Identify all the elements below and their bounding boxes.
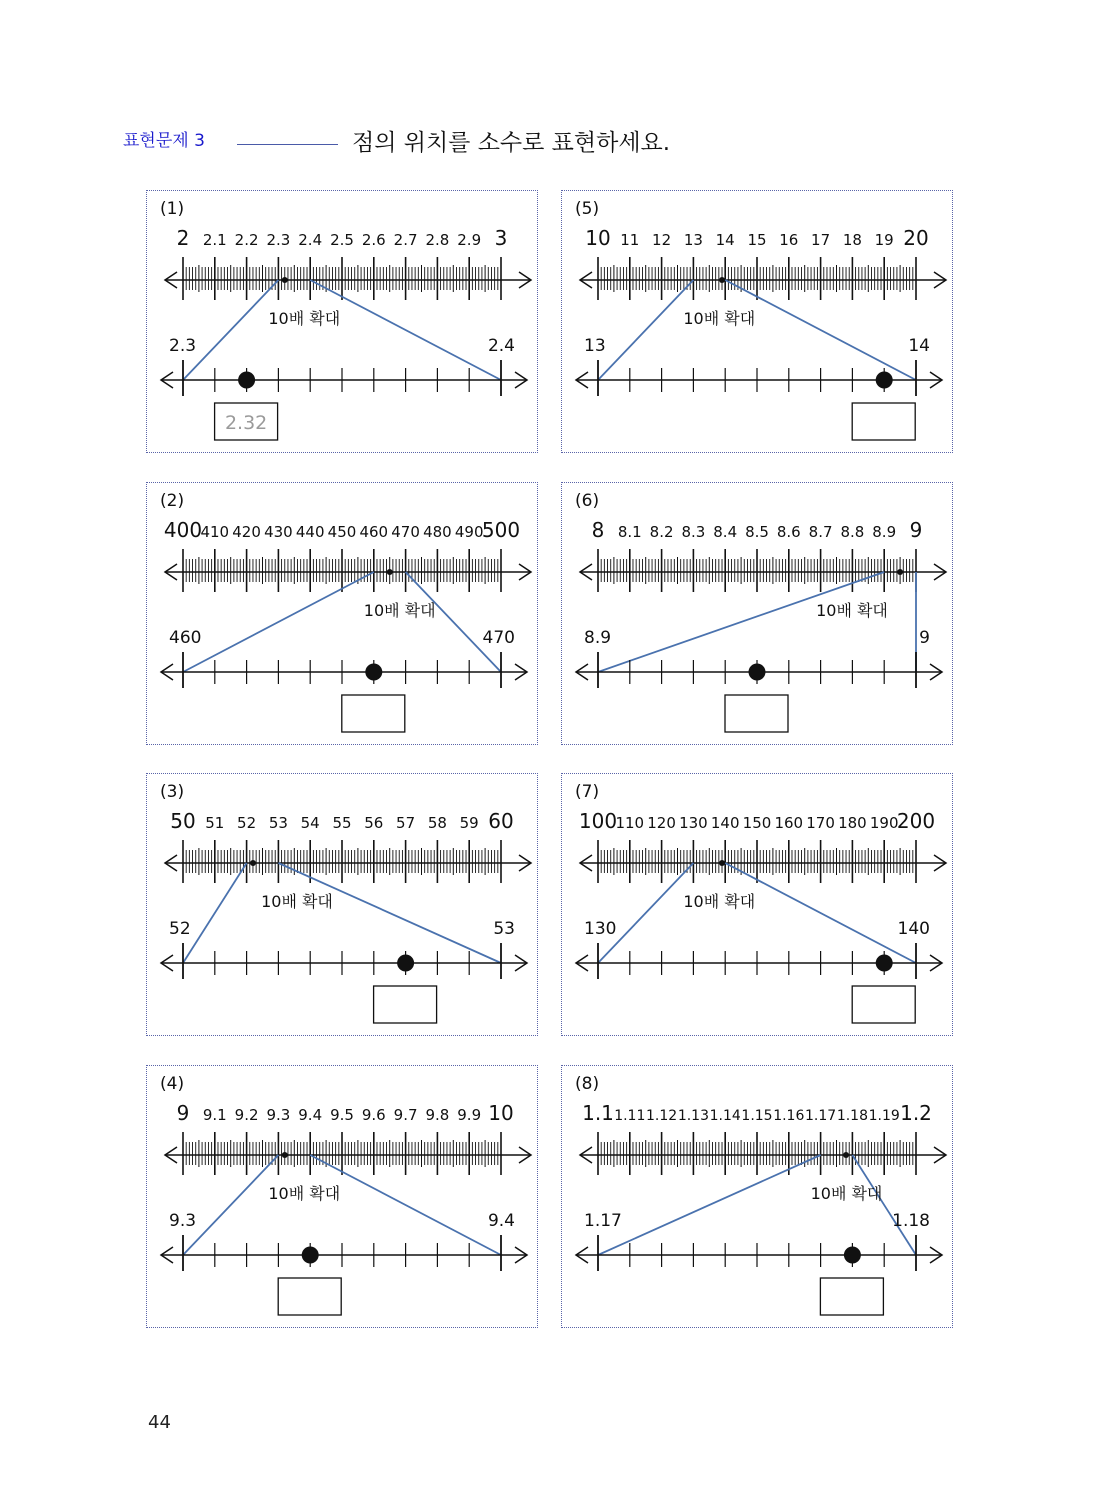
top-scale-label: 8.9	[872, 523, 897, 541]
lower-point-marker	[749, 664, 766, 681]
top-scale-label: 10	[585, 226, 611, 250]
top-scale-label: 60	[488, 809, 514, 833]
lower-left-label: 460	[169, 628, 202, 648]
top-point-marker	[843, 1152, 849, 1158]
zoom-guide-left	[598, 1155, 821, 1255]
top-scale-label: 10	[488, 1101, 514, 1125]
lower-point-marker	[876, 372, 893, 389]
number-line-figure	[147, 483, 539, 746]
problem-panel-3	[146, 773, 538, 1036]
zoom-label: 10배 확대	[683, 892, 756, 911]
top-scale-label: 2.3	[266, 231, 291, 249]
top-scale-label: 9.3	[266, 1106, 291, 1124]
top-scale-label: 8.5	[745, 523, 769, 541]
problem-number: (3)	[160, 782, 185, 802]
lower-left-label: 2.3	[169, 336, 197, 356]
lower-left-label: 1.17	[584, 1211, 622, 1231]
zoom-guide-left	[183, 280, 278, 380]
top-scale-label: 9.8	[425, 1106, 450, 1124]
zoom-guide-left	[598, 863, 693, 963]
lower-point-marker	[876, 955, 893, 972]
header-answer-line	[237, 144, 338, 145]
top-scale-label: 9.9	[457, 1106, 482, 1124]
problem-number: (2)	[160, 491, 185, 511]
top-scale-label: 110	[615, 814, 645, 832]
top-scale-label: 1.15	[741, 1108, 773, 1124]
top-scale-label: 1.18	[836, 1108, 868, 1124]
top-scale-label: 8	[591, 518, 605, 542]
answer-box	[852, 403, 915, 440]
top-scale-label: 9.4	[298, 1106, 323, 1124]
top-scale-label: 2.6	[361, 231, 386, 249]
top-scale-label: 8.7	[808, 523, 833, 541]
zoom-guide-left	[598, 280, 693, 380]
top-scale-label: 9.5	[330, 1106, 354, 1124]
answer-box	[278, 1278, 341, 1315]
zoom-label: 10배 확대	[268, 1184, 341, 1203]
lower-right-label: 53	[493, 919, 515, 939]
top-scale-label: 1.12	[646, 1108, 678, 1124]
lower-right-label: 1.18	[892, 1211, 930, 1231]
top-scale-label: 2.1	[202, 231, 227, 249]
top-scale-label: 1.1	[582, 1101, 614, 1125]
top-scale-label: 2.9	[457, 231, 482, 249]
top-point-marker	[387, 569, 393, 575]
page-number: 44	[148, 1412, 171, 1433]
lower-point-marker	[238, 372, 255, 389]
top-scale-label: 9.2	[234, 1106, 259, 1124]
top-scale-label: 9	[909, 518, 923, 542]
top-scale-label: 57	[396, 814, 416, 832]
top-scale-label: 2.4	[298, 231, 323, 249]
top-scale-label: 490	[454, 523, 484, 541]
top-scale-label: 19	[874, 231, 894, 249]
problem-number: (7)	[575, 782, 600, 802]
top-scale-label: 1.11	[614, 1108, 646, 1124]
top-scale-label: 450	[327, 523, 357, 541]
top-scale-label: 8.6	[776, 523, 801, 541]
top-scale-label: 59	[459, 814, 479, 832]
top-scale-label: 190	[869, 814, 899, 832]
top-scale-label: 1.13	[677, 1108, 709, 1124]
lower-right-label: 9.4	[487, 1211, 515, 1231]
top-scale-label: 410	[200, 523, 230, 541]
top-scale-label: 200	[896, 809, 936, 833]
top-scale-label: 8.8	[840, 523, 865, 541]
top-scale-label: 11	[620, 231, 640, 249]
top-scale-label: 56	[364, 814, 384, 832]
top-scale-label: 100	[578, 809, 618, 833]
top-scale-label: 20	[903, 226, 929, 250]
top-scale-label: 16	[779, 231, 799, 249]
problem-number: (1)	[160, 199, 185, 219]
top-scale-label: 8.2	[649, 523, 674, 541]
zoom-guide-right	[406, 572, 501, 672]
top-scale-label: 1.2	[900, 1101, 932, 1125]
top-scale-label: 160	[774, 814, 804, 832]
lower-point-marker	[365, 664, 382, 681]
lower-right-label: 14	[908, 336, 930, 356]
top-scale-label: 430	[264, 523, 293, 541]
top-scale-label: 17	[811, 231, 831, 249]
top-scale-label: 12	[652, 231, 672, 249]
lower-left-label: 130	[584, 919, 617, 939]
top-point-marker	[250, 860, 256, 866]
top-scale-label: 8.3	[681, 523, 706, 541]
top-scale-label: 14	[715, 231, 735, 249]
top-scale-label: 120	[647, 814, 676, 832]
top-scale-label: 420	[232, 523, 261, 541]
top-scale-label: 3	[494, 226, 508, 250]
problem-panel-8	[561, 1065, 953, 1328]
problem-panel-1	[146, 190, 538, 453]
top-scale-label: 53	[268, 814, 288, 832]
problem-panel-7	[561, 773, 953, 1036]
top-scale-label: 52	[237, 814, 257, 832]
number-line-figure	[562, 483, 954, 746]
number-line-figure	[147, 774, 539, 1037]
top-scale-label: 54	[300, 814, 320, 832]
zoom-label: 10배 확대	[810, 1184, 883, 1203]
top-scale-label: 170	[806, 814, 835, 832]
answer-value: 2.32	[224, 412, 268, 434]
problem-panel-5	[561, 190, 953, 453]
top-scale-label: 8.1	[617, 523, 642, 541]
top-scale-label: 140	[710, 814, 740, 832]
top-scale-label: 1.16	[773, 1108, 805, 1124]
answer-box	[725, 695, 788, 732]
top-scale-label: 2.2	[234, 231, 259, 249]
top-scale-label: 2.8	[425, 231, 450, 249]
top-scale-label: 51	[205, 814, 225, 832]
problem-panel-6	[561, 482, 953, 745]
top-scale-label: 9.6	[361, 1106, 386, 1124]
lower-point-marker	[397, 955, 414, 972]
zoom-guide-left	[598, 572, 884, 672]
top-scale-label: 58	[427, 814, 447, 832]
top-scale-label: 1.14	[709, 1108, 741, 1124]
header-label: 표현문제 3	[123, 131, 205, 151]
number-line-figure	[562, 1066, 954, 1329]
top-point-marker	[719, 277, 725, 283]
answer-box	[820, 1278, 883, 1315]
page-title: 점의 위치를 소수로 표현하세요.	[352, 130, 671, 156]
problem-number: (6)	[575, 491, 600, 511]
zoom-guide-left	[183, 1155, 278, 1255]
lower-right-label: 140	[897, 919, 930, 939]
number-line-figure	[562, 774, 954, 1037]
top-scale-label: 18	[842, 231, 862, 249]
zoom-label: 10배 확대	[268, 309, 341, 328]
top-scale-label: 8.4	[713, 523, 738, 541]
top-scale-label: 9.1	[202, 1106, 227, 1124]
top-scale-label: 180	[838, 814, 867, 832]
number-line-figure	[147, 191, 539, 454]
zoom-label: 10배 확대	[816, 601, 888, 620]
zoom-label: 10배 확대	[683, 309, 756, 328]
top-scale-label: 15	[747, 231, 767, 249]
problem-number: (4)	[160, 1074, 185, 1094]
top-scale-label: 470	[391, 523, 420, 541]
top-point-marker	[897, 569, 903, 575]
problem-number: (8)	[575, 1074, 600, 1094]
top-scale-label: 480	[423, 523, 452, 541]
number-line-figure	[147, 1066, 539, 1329]
top-scale-label: 9.7	[393, 1106, 418, 1124]
top-scale-label: 130	[679, 814, 708, 832]
lower-left-label: 9.3	[169, 1211, 197, 1231]
top-scale-label: 2	[176, 226, 190, 250]
top-scale-label: 2.5	[330, 231, 354, 249]
top-scale-label: 13	[683, 231, 703, 249]
lower-right-label: 2.4	[487, 336, 515, 356]
top-scale-label: 50	[170, 809, 196, 833]
top-scale-label: 150	[742, 814, 772, 832]
answer-box	[374, 986, 437, 1023]
zoom-guide-right	[278, 863, 501, 963]
top-scale-label: 1.17	[805, 1108, 837, 1124]
top-scale-label: 460	[359, 523, 389, 541]
top-scale-label: 55	[332, 814, 352, 832]
problem-panel-4	[146, 1065, 538, 1328]
top-scale-label: 400	[163, 518, 203, 542]
top-scale-label: 500	[481, 518, 521, 542]
top-scale-label: 9	[176, 1101, 190, 1125]
top-point-marker	[282, 1152, 288, 1158]
number-line-figure	[562, 191, 954, 454]
top-scale-label: 1.19	[868, 1108, 900, 1124]
top-point-marker	[719, 860, 725, 866]
zoom-label: 10배 확대	[363, 601, 436, 620]
top-point-marker	[282, 277, 288, 283]
answer-box	[852, 986, 915, 1023]
top-scale-label: 2.7	[393, 231, 418, 249]
lower-left-label: 8.9	[584, 628, 612, 648]
lower-right-label: 9	[919, 628, 930, 648]
problem-panel-2	[146, 482, 538, 745]
lower-left-label: 52	[169, 919, 191, 939]
answer-box	[342, 695, 405, 732]
lower-left-label: 13	[584, 336, 606, 356]
lower-right-label: 470	[482, 628, 515, 648]
problem-number: (5)	[575, 199, 600, 219]
lower-point-marker	[302, 1247, 319, 1264]
lower-point-marker	[844, 1247, 861, 1264]
zoom-label: 10배 확대	[261, 892, 333, 911]
top-scale-label: 440	[295, 523, 325, 541]
